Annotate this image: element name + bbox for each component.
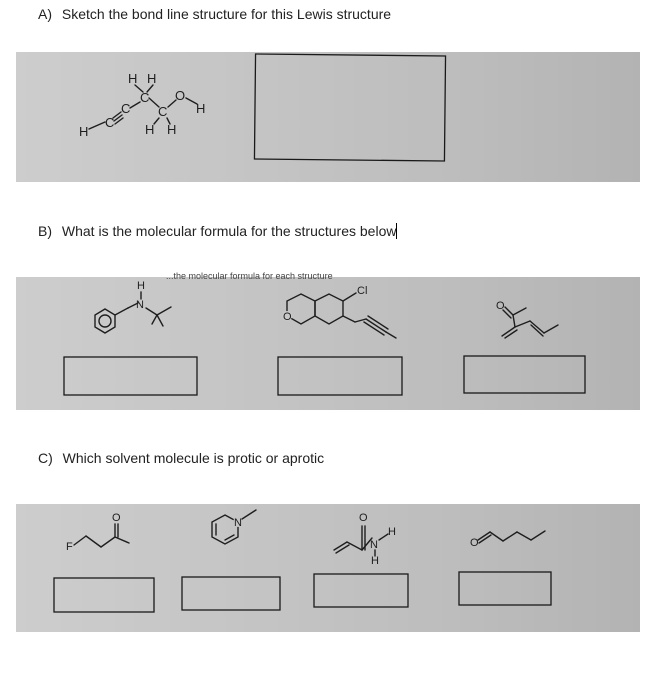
question-a-text: Sketch the bond line structure for this Lewis structure	[61, 6, 392, 22]
question-a	[38, 6, 391, 22]
atom-h-c4a: H	[145, 122, 155, 137]
atom-c1: C	[105, 115, 115, 130]
lewis-structure-panel	[16, 52, 640, 182]
molecule-b1	[95, 280, 171, 333]
answer-box-c4[interactable]	[459, 572, 551, 605]
atom-c3: C	[140, 90, 150, 105]
question-c-label: C)	[38, 450, 53, 466]
question-b-label: B)	[38, 223, 52, 239]
atom-o-c1: O	[112, 512, 121, 524]
atom-c2: C	[121, 101, 131, 116]
atom-h-c4b: H	[167, 122, 177, 137]
atom-c4: C	[158, 104, 168, 119]
atom-cl-b2: Cl	[357, 285, 368, 297]
atom-n-c2: N	[234, 517, 242, 529]
answer-box-c2[interactable]	[182, 577, 280, 610]
answer-box-b3[interactable]	[464, 356, 585, 393]
atom-h-c3b: H	[371, 555, 379, 567]
atom-h-terminal: H	[79, 124, 89, 139]
question-b	[38, 223, 397, 239]
molecules-panel-b	[16, 271, 640, 410]
question-c	[38, 450, 324, 466]
atom-o-c4: O	[470, 537, 479, 549]
molecule-c4	[470, 531, 545, 549]
atom-h-oh: H	[196, 101, 206, 116]
molecule-c2	[212, 510, 256, 544]
answer-box-c3[interactable]	[314, 574, 408, 607]
text-cursor	[396, 223, 397, 239]
atom-n-c3: N	[370, 539, 378, 551]
atom-h-b1: H	[137, 280, 145, 292]
atom-h-c3b: H	[147, 71, 157, 86]
molecule-c1	[66, 512, 129, 553]
molecule-c3	[334, 512, 396, 567]
answer-box-c1[interactable]	[54, 578, 154, 612]
lewis-structure	[79, 71, 205, 139]
question-a-label: A)	[38, 6, 52, 22]
atom-o-c3: O	[359, 512, 368, 524]
question-b-text: What is the molecular formula for the structures below	[61, 223, 397, 239]
atom-o-b3: O	[496, 300, 505, 312]
answer-box-b1[interactable]	[64, 357, 197, 395]
answer-box-a[interactable]	[254, 54, 445, 161]
atom-n-b1: N	[136, 299, 144, 311]
atom-h-c3a: H	[388, 526, 396, 538]
question-c-text: Which solvent molecule is protic or aprotic	[62, 450, 325, 466]
atom-o-b2: O	[283, 311, 292, 323]
atom-o: O	[175, 88, 186, 103]
atom-f-c1: F	[66, 541, 73, 553]
molecules-panel-c	[16, 504, 640, 632]
atom-h-c3a: H	[128, 71, 138, 86]
molecule-b3	[496, 300, 558, 338]
cropped-caption: ...the molecular formula for each structure	[166, 271, 333, 281]
answer-box-b2[interactable]	[278, 357, 402, 395]
molecule-b2	[282, 285, 396, 338]
